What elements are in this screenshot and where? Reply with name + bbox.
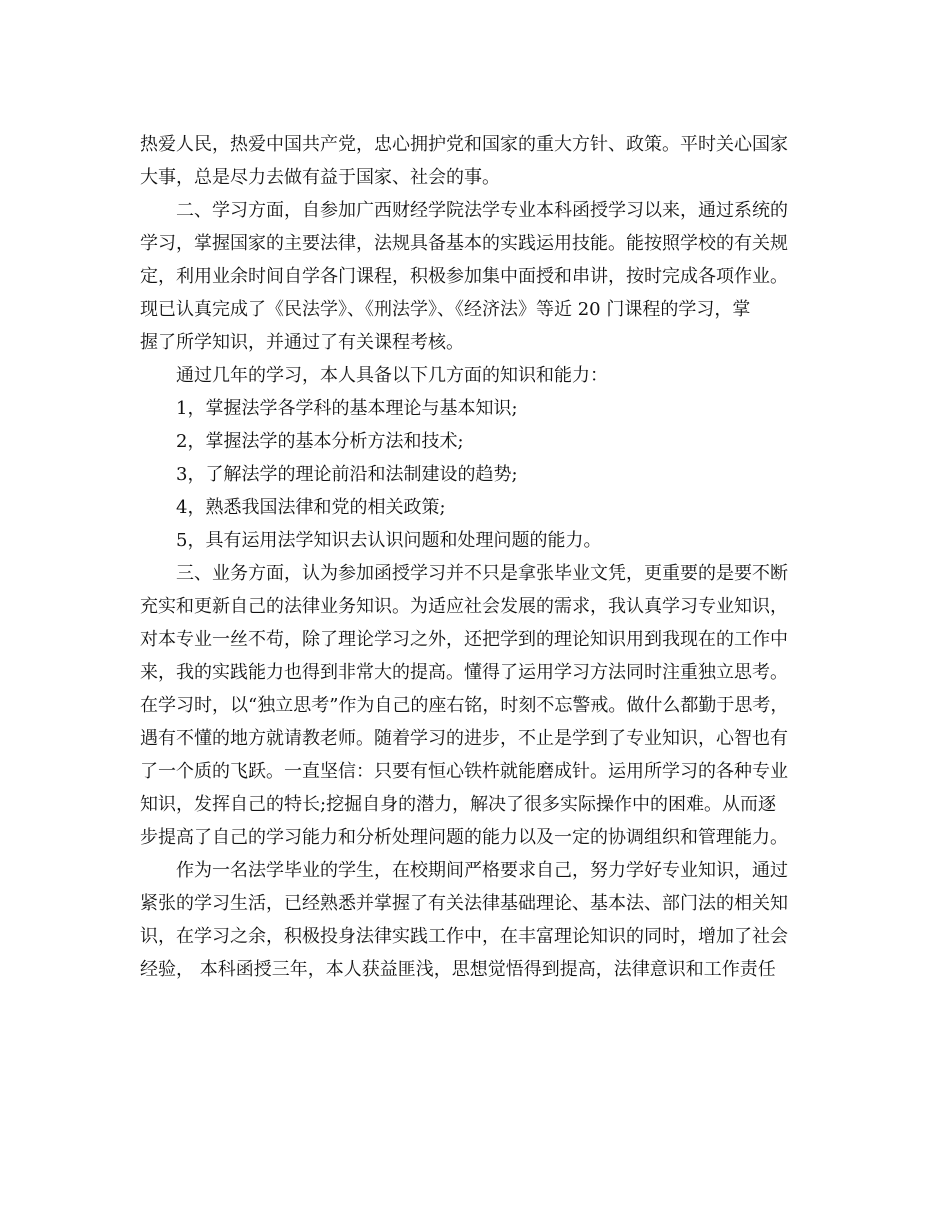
- text-line: 识，在学习之余，积极投身法律实践工作中，在丰富理论知识的同时，增加了社会: [140, 926, 788, 947]
- text-line: 知识，发挥自己的特长;挖掘自身的潜力，解决了很多实际操作中的困难。从而逐: [140, 794, 777, 815]
- text-line: 在学习时，以“独立思考”作为自己的座右铭，时刻不忘警戒。做什么都勤于思考，: [140, 695, 789, 716]
- text-line: 现已认真完成了《民法学》、《刑法学》、《经济法》等近 20 门课程的学习，掌: [140, 299, 751, 320]
- list-item: 3，了解法学的理论前沿和法制建设的趋势;: [176, 464, 518, 485]
- text-line: 定，利用业余时间自学各门课程，积极参加集中面授和串讲，按时完成各项作业。: [140, 266, 788, 287]
- paragraph-start-line: 二、学习方面，自参加广西财经学院法学专业本科函授学习以来，通过系统的: [176, 200, 788, 221]
- text-line: 充实和更新自己的法律业务知识。为适应社会发展的需求，我认真学习专业知识，: [140, 596, 788, 617]
- text-line: 步提高了自己的学习能力和分析处理问题的能力以及一定的协调组织和管理能力。: [140, 827, 788, 848]
- text-line: 来，我的实践能力也得到非常大的提高。懂得了运用学习方法同时注重独立思考。: [140, 662, 788, 683]
- paragraph-start-line: 三、业务方面，认为参加函授学习并不只是拿张毕业文凭，更重要的是要不断: [176, 563, 788, 584]
- list-item: 1，掌握法学各学科的基本理论与基本知识;: [176, 398, 518, 419]
- text-line: 遇有不懂的地方就请教老师。随着学习的进步，不止是学到了专业知识，心智也有: [140, 728, 788, 749]
- text-line: 经验， 本科函授三年，本人获益匪浅，思想觉悟得到提高，法律意识和工作责任: [140, 959, 776, 980]
- text-line: 对本专业一丝不苟，除了理论学习之外，还把学到的理论知识用到我现在的工作中: [140, 629, 788, 650]
- list-item: 4，熟悉我国法律和党的相关政策;: [176, 497, 446, 518]
- text-line: 了一个质的飞跃。一直坚信：只要有恒心铁杵就能磨成针。运用所学习的各种专业: [140, 761, 788, 782]
- list-item: 2，掌握法学的基本分析方法和技术;: [176, 431, 464, 452]
- text-line: 握了所学知识，并通过了有关课程考核。: [140, 332, 464, 353]
- text-line: 大事，总是尽力去做有益于国家、社会的事。: [140, 167, 500, 188]
- document-body: [140, 128, 820, 986]
- text-line: 紧张的学习生活，已经熟悉并掌握了有关法律基础理论、基本法、部门法的相关知: [140, 893, 788, 914]
- paragraph-start-line: 作为一名法学毕业的学生，在校期间严格要求自己，努力学好专业知识，通过: [176, 860, 788, 881]
- list-item: 5，具有运用法学知识去认识问题和处理问题的能力。: [176, 530, 602, 551]
- text-line: 热爱人民，热爱中国共产党，忠心拥护党和国家的重大方针、政策。平时关心国家: [140, 134, 788, 155]
- text-line: 学习，掌握国家的主要法律，法规具备基本的实践运用技能。能按照学校的有关规: [140, 233, 788, 254]
- paragraph-start-line: 通过几年的学习，本人具备以下几方面的知识和能力：: [176, 365, 608, 386]
